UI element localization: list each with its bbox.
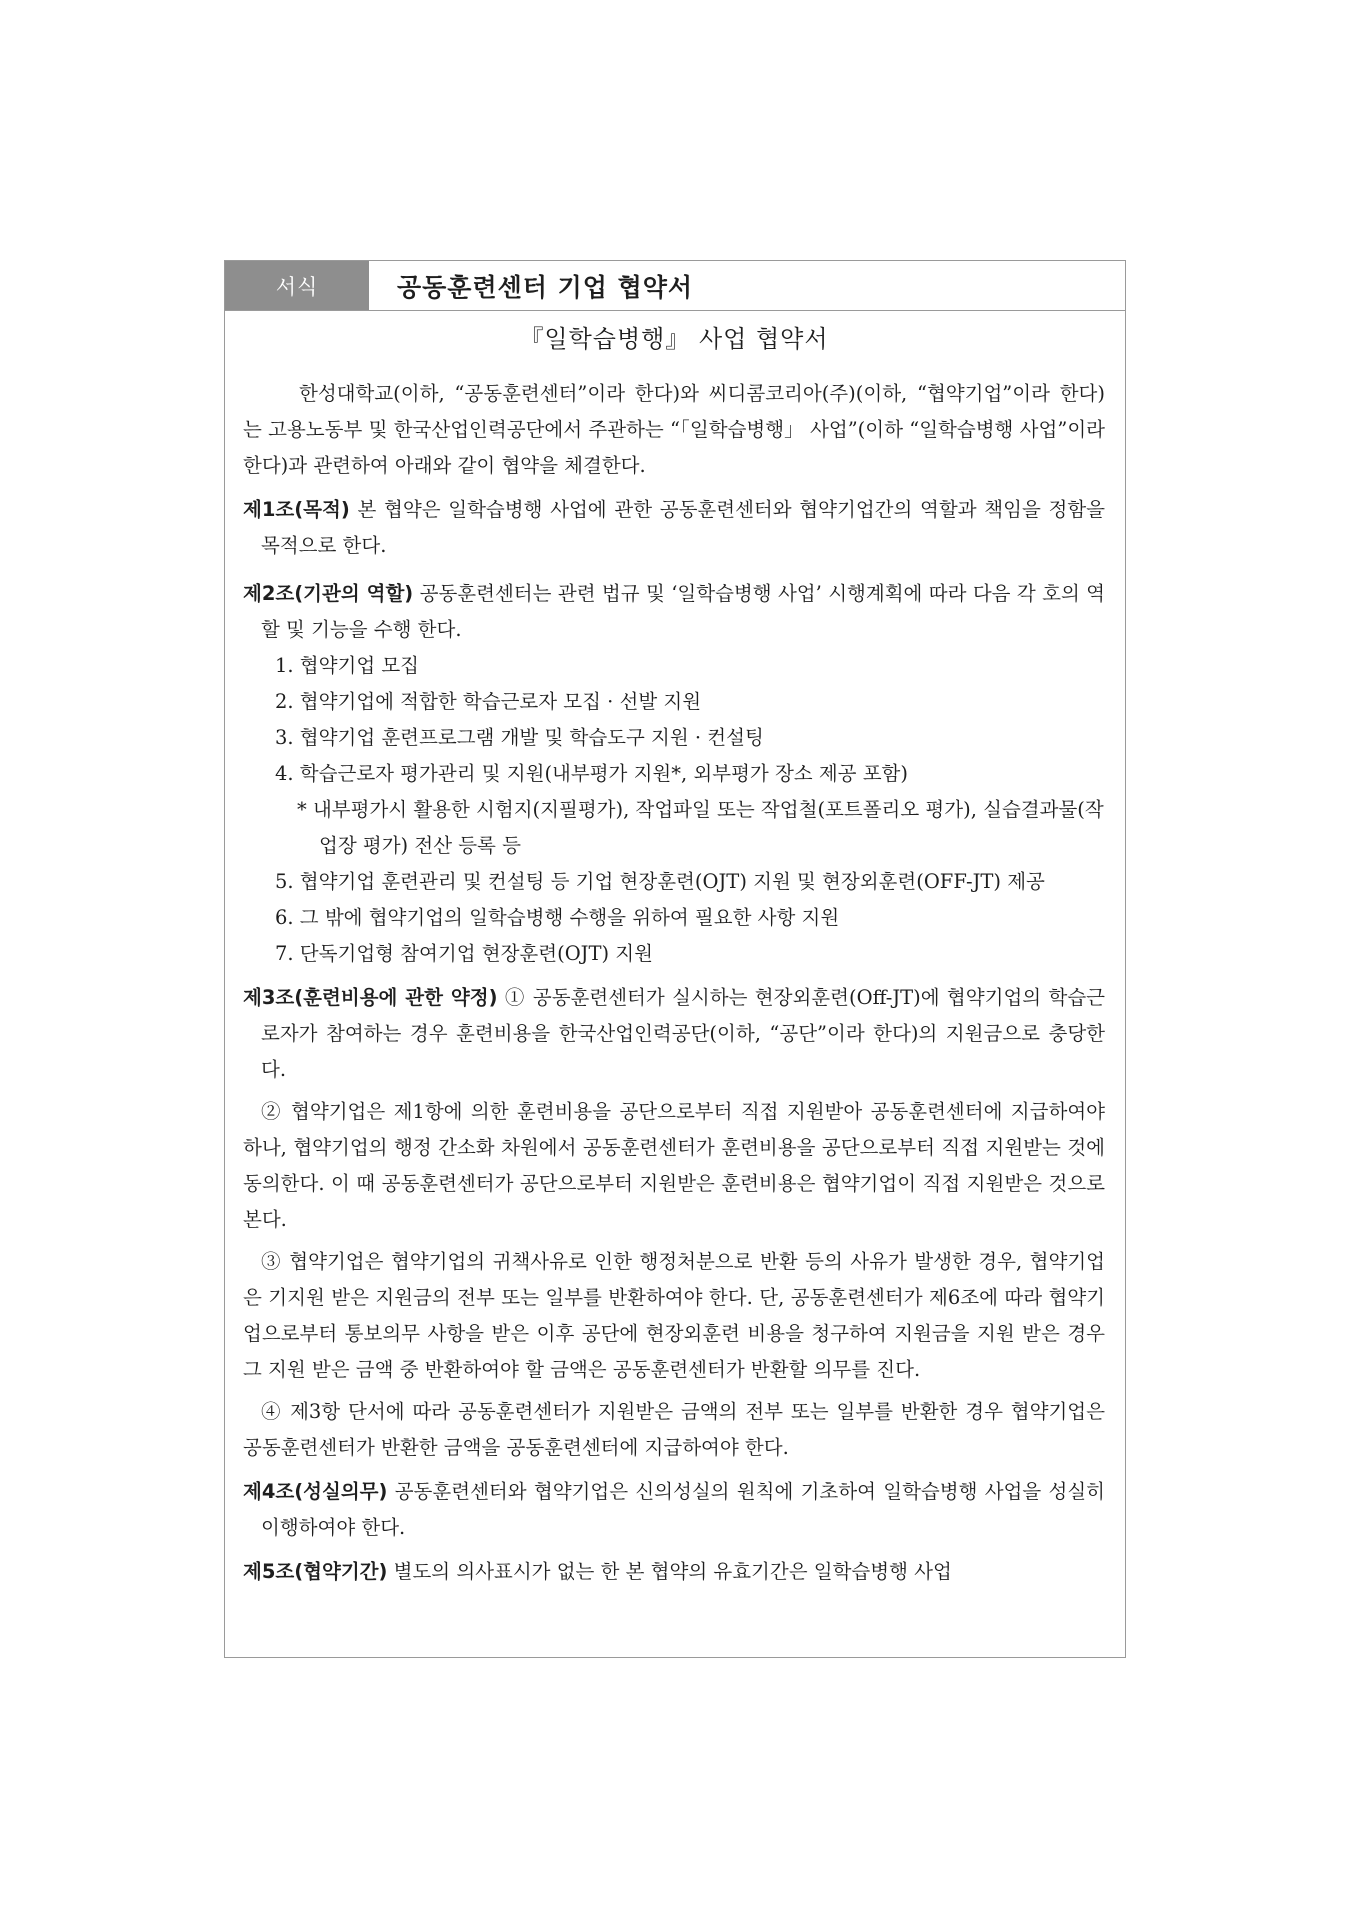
article-3-heading: 제3조(훈련비용에 관한 약정) — [243, 986, 498, 1009]
article-3-clause-2: ② 협약기업은 제1항에 의한 훈련비용을 공단으로부터 직접 지원받아 공동훈련센터에 지급하여야 하나, 협약기업의 행정 간소화 차원에서 공동훈련센터가 훈련비용을 공단으로부터 직접 지원받는 것에 동의한다. 이 때 공동훈련센터가 공단으로부터 지원받은 훈련비용은 협약기업이 직접 지원받은 것으로 본다. — [243, 1100, 1105, 1231]
article-3-clause-4: ④ 제3항 단서에 따라 공동훈련센터가 지원받은 금액의 전부 또는 일부를 반환한 경우 협약기업은 공동훈련센터가 반환한 금액을 공동훈련센터에 지급하여야 한다. — [243, 1400, 1105, 1459]
article-3-clause-3: ③ 협약기업은 협약기업의 귀책사유로 인한 행정처분으로 반환 등의 사유가 발생한 경우, 협약기업은 기지원 받은 지원금의 전부 또는 일부를 반환하여야 한다. 단, 공동훈련센터가 제6조에 따라 협약기업으로부터 통보의무 사항을 받은 이후 공단에 현장외훈련 비용을 청구하여 지원금을 지원 받은 경우 그 지원 받은 금액 중 반환하여야 할 금액은 공동훈련센터가 반환할 의무를 진다. — [243, 1250, 1105, 1381]
form-header-title: 공동훈련센터 기업 협약서 — [397, 272, 694, 302]
article-4-heading: 제4조(성실의무) — [243, 1480, 388, 1503]
article-1-heading: 제1조(목적) — [243, 498, 350, 521]
article-1 — [243, 492, 1105, 564]
article-2-list — [243, 648, 1105, 972]
list-item: 3. 협약기업 훈련프로그램 개발 및 학습도구 지원 · 컨설팅 — [275, 726, 764, 749]
intro-paragraph: 한성대학교(이하, “공동훈련센터”이라 한다)와 씨디콤코리아(주)(이하, “협약기업”이라 한다)는 고용노동부 및 한국산업인력공단에서 주관하는 “「일학습병행」 사업”(이하 “일학습병행 사업”이라 한다)과 관련하여 아래와 같이 협약을 체결한다. — [243, 382, 1105, 477]
list-item: 7. 단독기업형 참여기업 현장훈련(OJT) 지원 — [275, 942, 653, 965]
document-title: 『일학습병행』 사업 협약서 — [519, 325, 829, 353]
article-3-text: ① 공동훈련센터가 실시하는 현장외훈련(Off-JT)에 협약기업의 학습근로자가 참여하는 경우 훈련비용을 한국산업인력공단(이하, “공단”이라 한다)의 지원금으로 충당한다. — [261, 986, 1105, 1081]
footnote-item: * 내부평가시 활용한 시험지(지필평가), 작업파일 또는 작업철(포트폴리오 평가), 실습결과물(작업장 평가) 전산 등록 등 — [297, 798, 1104, 857]
article-5 — [243, 1554, 1105, 1590]
article-4-text: 공동훈련센터와 협약기업은 신의성실의 원칙에 기초하여 일학습병행 사업을 성실히 이행하여야 한다. — [261, 1480, 1106, 1539]
article-2-text: 공동훈련센터는 관련 법규 및 ‘일학습병행 사업’ 시행계획에 따라 다음 각 호의 역할 및 기능을 수행 한다. — [261, 582, 1105, 641]
list-item: 4. 학습근로자 평가관리 및 지원(내부평가 지원*, 외부평가 장소 제공 포함) — [275, 762, 908, 785]
form-header — [225, 261, 1125, 311]
article-5-text: 별도의 의사표시가 없는 한 본 협약의 유효기간은 일학습병행 사업 — [393, 1560, 952, 1583]
article-5-heading: 제5조(협약기간) — [243, 1560, 388, 1583]
list-item: 6. 그 밖에 협약기업의 일학습병행 수행을 위하여 필요한 사항 지원 — [275, 906, 840, 929]
article-3 — [243, 980, 1105, 1088]
form-tag: 서식 — [225, 261, 369, 310]
list-item: 5. 협약기업 훈련관리 및 컨설팅 등 기업 현장훈련(OJT) 지원 및 현장외훈련(OFF-JT) 제공 — [275, 870, 1045, 893]
list-item: 1. 협약기업 모집 — [275, 654, 420, 677]
article-1-text: 본 협약은 일학습병행 사업에 관한 공동훈련센터와 협약기업간의 역할과 책임을 정함을 목적으로 한다. — [261, 498, 1106, 557]
list-item: 2. 협약기업에 적합한 학습근로자 모집 · 선발 지원 — [275, 690, 702, 713]
article-2-heading: 제2조(기관의 역할) — [243, 582, 414, 605]
document-body — [243, 311, 1105, 1590]
document-frame — [224, 260, 1126, 1658]
article-2 — [243, 576, 1105, 648]
article-4 — [243, 1474, 1105, 1546]
